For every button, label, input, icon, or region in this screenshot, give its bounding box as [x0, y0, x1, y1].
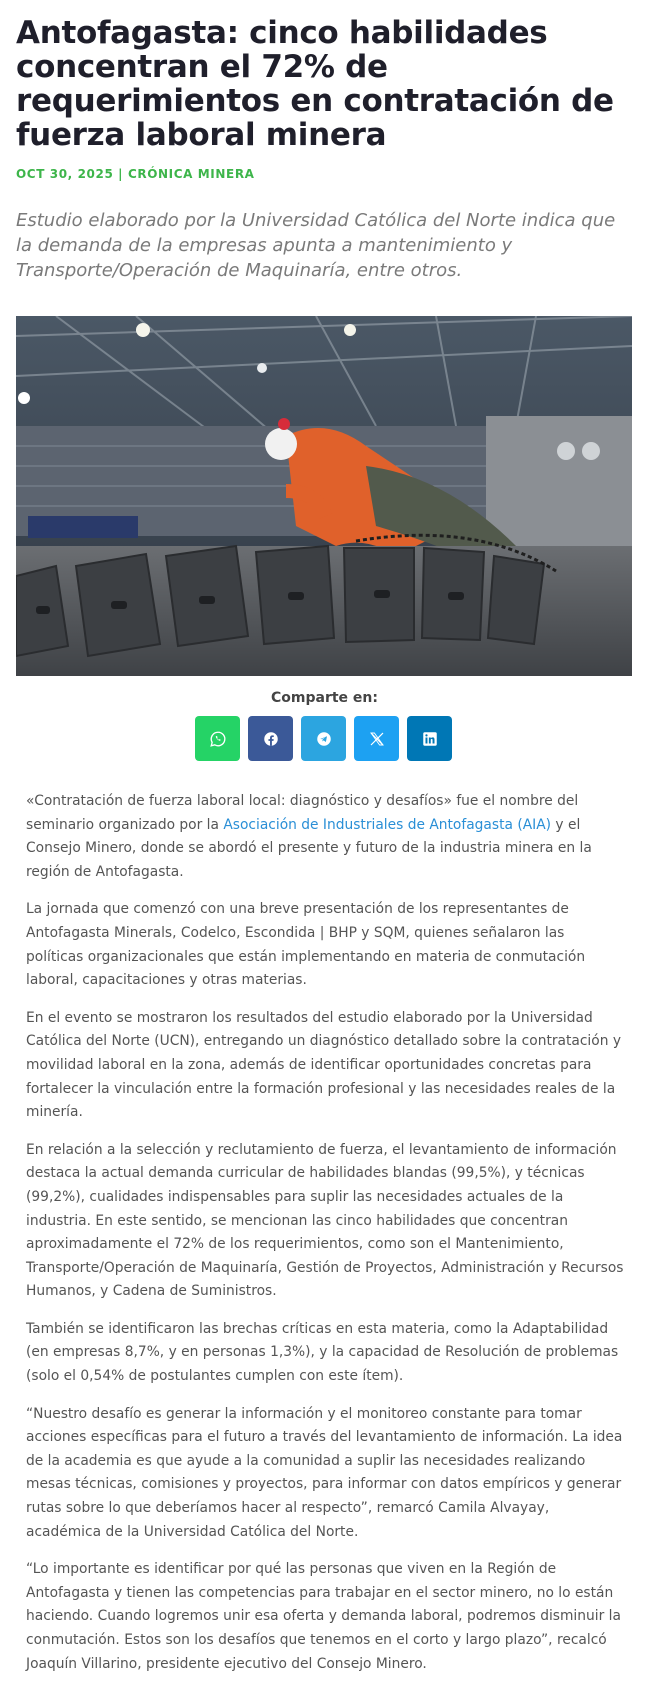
paragraph-1: «Contratación de fuerza laboral local: diagnóstico y desafíos» fue el nombre del seminario organizado por la Asociación de Industriales de Antofagasta (AIA) y el Consejo Minero, donde se abordó el presente y futuro de la industria minera en la región de Antofagasta. [26, 793, 592, 880]
share-facebook-button[interactable] [248, 716, 293, 761]
article-meta: OCT 30, 2025 | CRÓNICA MINERA [16, 167, 255, 181]
share-x-button[interactable] [354, 716, 399, 761]
paragraph-6: “Nuestro desafío es generar la información y el monitoreo constante para tomar acciones específicas para el futuro a través del levantamiento de información. La idea de la academia es que ayude a la comunidad a suplir las necesidades realizando mesas técnicas, comisiones y proyectos, para informar con datos empíricos y generar rutas sobre lo que deberíamos hacer al respecto”, remarcó Camila Alvayay, académica de la Universidad Católica del Norte. [26, 1405, 623, 1540]
telegram-icon [315, 730, 333, 748]
linkedin-icon [421, 730, 439, 748]
article-subtitle: Estudio elaborado por la Universidad Católica del Norte indica que la demanda de la empresas apunta a mantenimiento y Transporte/Operación de Maquinaría, entre otros. [16, 210, 616, 281]
article-body [26, 790, 626, 1690]
facebook-icon [262, 730, 280, 748]
paragraph-7: “Lo importante es identificar por qué las personas que viven en la Región de Antofagasta y tienen las competencias para trabajar en el sector minero, no lo están haciendo. Cuando logremos unir esa oferta y demanda laboral, podremos disminuir la conmutación. Estos son los desafíos que tenemos en el corto y largo plazo”, recalcó Joaquín Villarino, presidente ejecutivo del Consejo Minero. [26, 1561, 621, 1672]
share-label: Comparte en: [271, 690, 378, 706]
hero-illustration [16, 316, 632, 676]
x-icon [368, 730, 386, 748]
share-linkedin-button[interactable] [407, 716, 452, 761]
hero-image [16, 316, 632, 676]
share-buttons [195, 716, 452, 761]
whatsapp-icon [209, 730, 227, 748]
paragraph-3: En el evento se mostraron los resultados del estudio elaborado por la Universidad Católica del Norte (UCN), entregando un diagnóstico detallado sobre la contratación y movilidad laboral en la zona, además de identificar oportunidades concretas para fortalecer la vinculación entre la formación profesional y las necesidades reales de la minería. [26, 1009, 621, 1121]
share-telegram-button[interactable] [301, 716, 346, 761]
paragraph-4: En relación a la selección y reclutamiento de fuerza, el levantamiento de información destaca la actual demanda curricular de habilidades blandas (99,5%), y técnicas (99,2%), cualidades indispensables para suplir las necesidades actuales de la industria. En este sentido, se mencionan las cinco habilidades que concentran aproximadamente el 72% de los requerimientos, como son el Mantenimiento, Transporte/Operación de Maquinaría, Gestión de Proyectos, Administración y Recursos Humanos, y Cadena de Suministros. [26, 1141, 624, 1300]
share-whatsapp-button[interactable] [195, 716, 240, 761]
aia-link[interactable]: Asociación de Industriales de Antofagasta (AIA) [223, 816, 552, 833]
paragraph-2: La jornada que comenzó con una breve presentación de los representantes de Antofagasta Minerals, Codelco, Escondida | BHP y SQM, quienes señalaron las políticas organizacionales que están implementando en materia de conmutación laboral, capacitaciones y otras materias. [26, 901, 586, 989]
article-title: Antofagasta: cinco habilidades concentran el 72% de requerimientos en contratación de fuerza laboral minera [16, 15, 614, 153]
paragraph-5: También se identificaron las brechas críticas en esta materia, como la Adaptabilidad (en empresas 8,7%, y en personas 1,3%), y la capacidad de Resolución de problemas (solo el 0,54% de postulantes cumplen con este ítem). [26, 1320, 619, 1385]
